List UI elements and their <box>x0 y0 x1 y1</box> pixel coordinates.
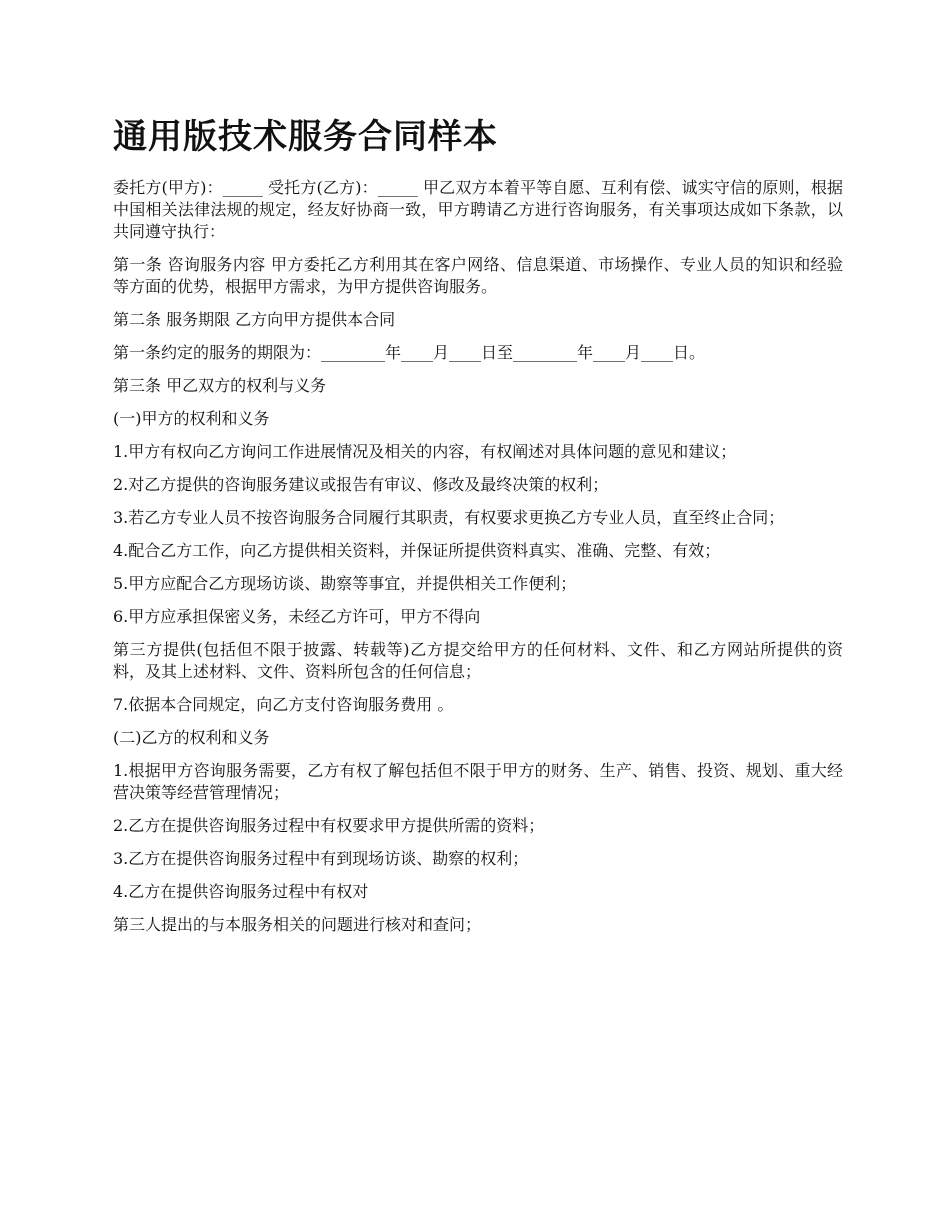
paragraph-party-a-heading: (一)甲方的权利和义务 <box>113 409 270 428</box>
paragraph-party-a-item-6: 6.甲方应承担保密义务，未经乙方许可，甲方不得向 <box>113 607 481 626</box>
paragraph-party-b-item-3: 3.乙方在提供咨询服务过程中有到现场访谈、勘察的权利； <box>113 849 529 868</box>
paragraph-party-b-item-1: 1.根据甲方咨询服务需要，乙方有权了解包括但不限于甲方的财务、生产、销售、投资、规划、重大经营决策等经营管理情况； <box>113 761 843 802</box>
document-title: 通用版技术服务合同样本 <box>113 117 498 157</box>
paragraph-party-a-item-7: 7.依据本合同规定，向乙方支付咨询服务费用 。 <box>113 695 454 714</box>
paragraph-party-b-item-4: 4.乙方在提供咨询服务过程中有权对 <box>113 882 369 901</box>
paragraph-article-2: 第二条 服务期限 乙方向甲方提供本合同 <box>113 310 396 329</box>
paragraph-preamble: 委托方(甲方)：_____ 受托方(乙方)：_____ 甲乙双方本着平等自愿、互利有偿、诚实守信的原则，根据中国相关法律法规的规定，经友好协商一致，甲方聘请乙方进行咨询服务，有关事项达成如下条款，以共同遵守执行： <box>113 178 843 241</box>
paragraph-party-a-item-1: 1.甲方有权向乙方询问工作进展情况及相关的内容，有权阐述对具体问题的意见和建议； <box>113 442 737 461</box>
paragraph-service-term: 第一条约定的服务的期限为：________年____月____日至________年____月____日。 <box>113 343 706 362</box>
paragraph-party-a-item-2: 2.对乙方提供的咨询服务建议或报告有审议、修改及最终决策的权利； <box>113 475 609 494</box>
paragraph-party-a-item-4: 4.配合乙方工作，向乙方提供相关资料，并保证所提供资料真实、准确、完整、有效； <box>113 541 721 560</box>
paragraph-party-b-item-2: 2.乙方在提供咨询服务过程中有权要求甲方提供所需的资料； <box>113 816 545 835</box>
paragraph-party-b-item-4-cont: 第三人提出的与本服务相关的问题进行核对和查问； <box>113 915 482 934</box>
paragraph-article-1: 第一条 咨询服务内容 甲方委托乙方利用其在客户网络、信息渠道、市场操作、专业人员的知识和经验等方面的优势，根据甲方需求，为甲方提供咨询服务。 <box>113 255 843 296</box>
paragraph-article-3: 第三条 甲乙双方的权利与义务 <box>113 376 327 395</box>
document-body <box>113 177 843 947</box>
paragraph-party-b-heading: (二)乙方的权利和义务 <box>113 728 270 747</box>
paragraph-party-a-item-6-cont: 第三方提供(包括但不限于披露、转载等)乙方提交给甲方的任何材料、文件、和乙方网站所提供的资料，及其上述材料、文件、资料所包含的任何信息； <box>113 640 843 681</box>
paragraph-party-a-item-3: 3.若乙方专业人员不按咨询服务合同履行其职责，有权要求更换乙方专业人员，直至终止合同； <box>113 508 785 527</box>
paragraph-party-a-item-5: 5.甲方应配合乙方现场访谈、勘察等事宜，并提供相关工作便利； <box>113 574 577 593</box>
